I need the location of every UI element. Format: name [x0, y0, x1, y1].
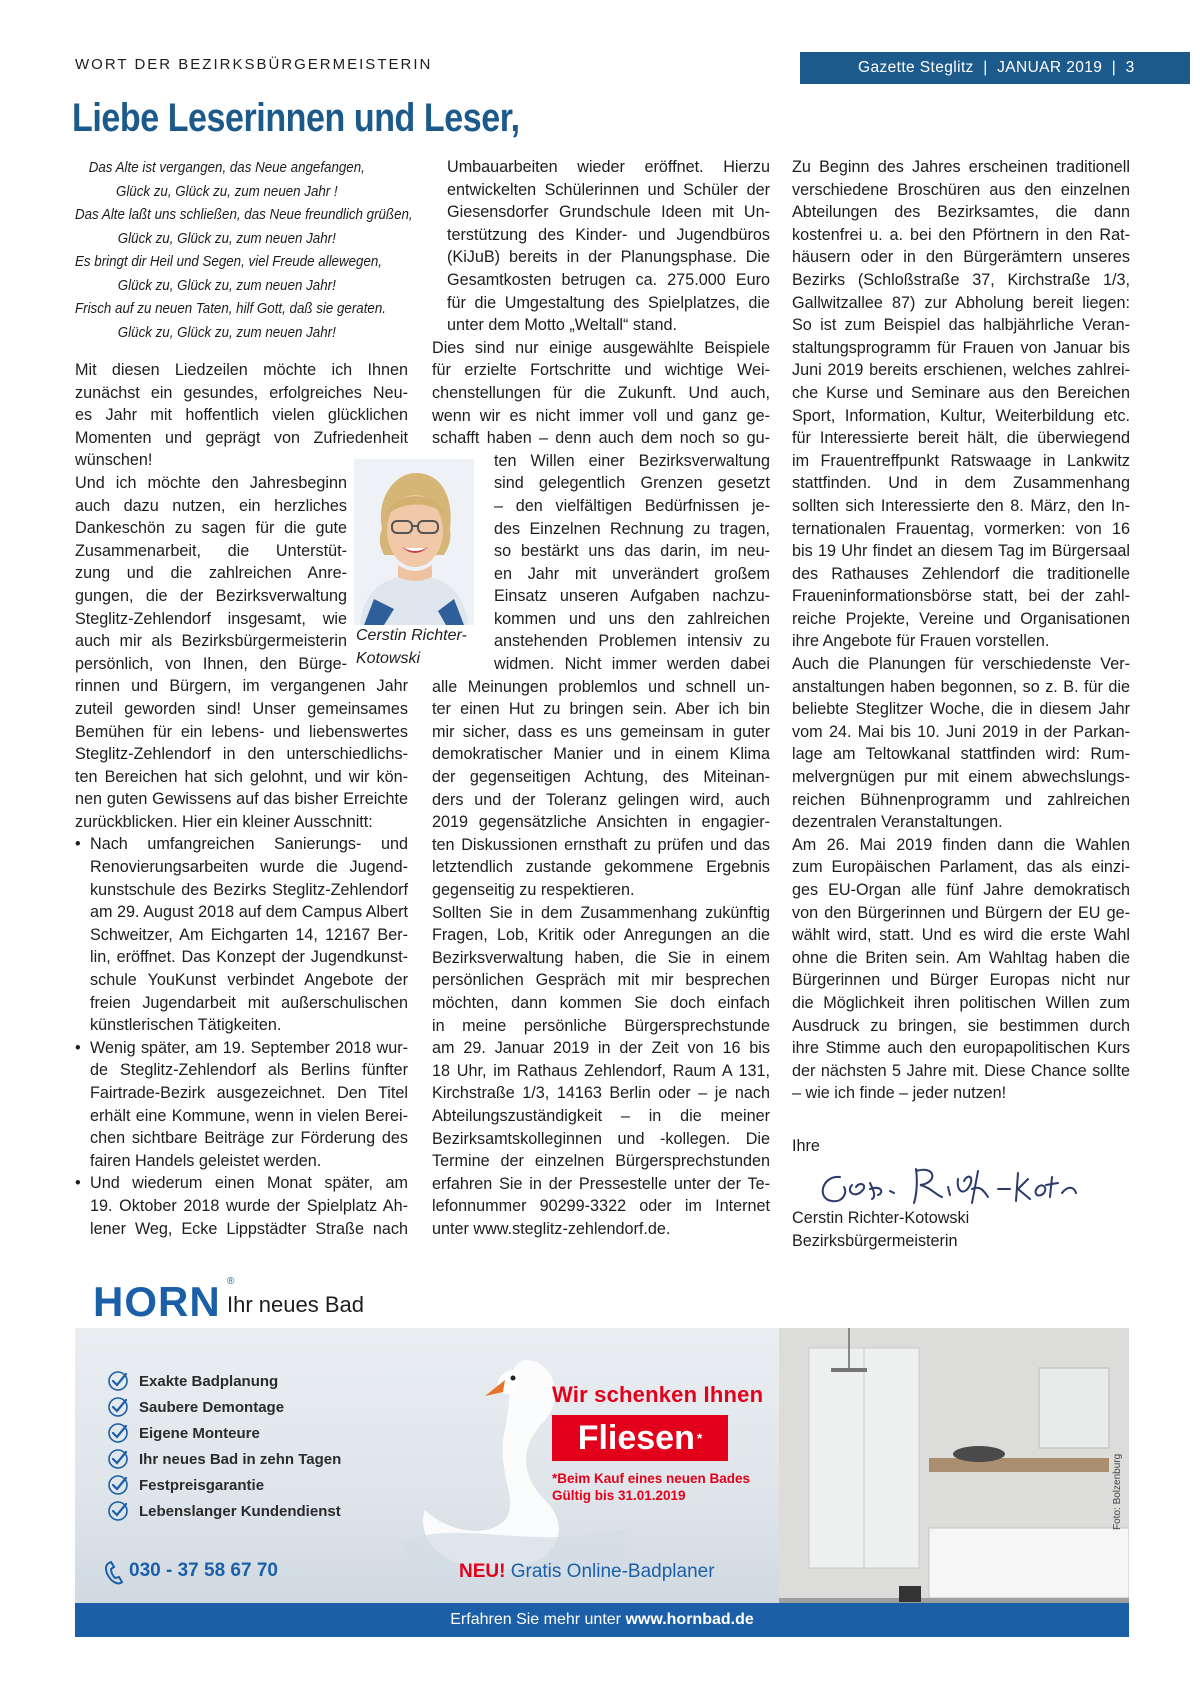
text-line: Fraueninformationsbörse statt, bei der zahl- — [792, 587, 1130, 606]
text-line: ten Diskussionen ernsthaft zu prüfen und das — [432, 835, 770, 854]
article-column-2 — [432, 156, 770, 1241]
text-line: kommen und uns den zahlreichen — [494, 609, 770, 628]
text-line: Umbauarbeiten wieder eröffnet. Hierzu — [447, 158, 770, 176]
text-line: Dankeschön zu sagen für die gute — [75, 519, 347, 538]
text-line: am 29. August 2018 auf dem Campus Albert — [90, 903, 408, 922]
new-label: NEU! — [459, 1561, 506, 1582]
photo-credit: Foto: Bolzenburg — [1112, 1453, 1123, 1530]
feature-label: Lebenslanger Kundendienst — [139, 1502, 341, 1520]
feature-label: Festpreisgarantie — [139, 1476, 265, 1494]
text-line: zung und die zahlreichen Anre- — [75, 564, 347, 583]
section-title: WORT DER BEZIRKSBÜRGERMEISTERIN — [75, 56, 433, 73]
text-line: Steglitz-Zehlendorf insgesamt, wie — [75, 609, 347, 628]
text-line: die Möglichkeit ihren politischen Willen zum — [792, 993, 1130, 1012]
text-line: Momenten und geprägt von Zufriedenheit — [75, 428, 408, 447]
text-line: Fairtrade-Bezirk ausgezeichnet. Den Titel — [90, 1084, 408, 1102]
text-line: en Jahr mit unverändert großem — [494, 564, 770, 583]
feature-list — [107, 1368, 341, 1524]
text-line: fairen Handels geleistet werden. — [90, 1151, 322, 1170]
signatory — [792, 1207, 969, 1252]
bullet-line: • Und wiederum einen Monat später, am — [75, 1172, 408, 1195]
text-line: unter dem Motto „Weltall“ stand. — [447, 316, 678, 335]
text-line: des Einzelnen Rechnung zu tragen, — [494, 519, 770, 538]
text-line: wünschen! — [75, 451, 153, 470]
text-line: de Steglitz-Zehlendorf als Berlins fünfter — [90, 1061, 408, 1080]
text-line: erfahren Sie in der Pressestelle unter der Te- — [432, 1174, 770, 1193]
text-line: Dies sind nur einige ausgewählte Beispiele — [432, 338, 770, 357]
feature-item — [107, 1498, 341, 1524]
text-line: Bezirksamtskolleginnen und -kollegen. Die — [432, 1129, 770, 1148]
text-line: kostenfrei u. a. bei den Pförtnern in den Rat- — [792, 225, 1130, 244]
offer-badge — [552, 1415, 728, 1461]
issue-banner — [800, 52, 1190, 84]
poem-line: Glück zu, Glück zu, zum neuen Jahr ! — [115, 183, 338, 200]
text-line: Juni 2019 bereits erschienen, welches zahlrei- — [792, 361, 1130, 380]
checkmark-icon — [107, 1448, 129, 1470]
offer-note-line: Gültig bis 31.01.2019 — [552, 1488, 686, 1503]
separator: | — [983, 59, 988, 76]
text-line: 18 Uhr, im Rathaus Zehlendorf, Raum A 131, — [432, 1061, 770, 1080]
text-line: am 29. Januar 2019 in der Zeit von 16 bis — [432, 1039, 770, 1058]
text-line: alle Meinungen problemlos und schnell un- — [432, 677, 770, 696]
text-line: Bezirksverwaltung haben, die Sie in einem — [432, 948, 770, 967]
text-line: vom 24. Mai bis 10. Juni 2019 in der Parkan- — [792, 722, 1130, 741]
caption-line: Kotowski — [356, 649, 421, 667]
text-line: mir sicher, dass es uns gemeinsam in guter — [432, 722, 770, 741]
text-line: (KiJuB) bereits in der Planungsphase. Die — [447, 248, 770, 267]
text-line: verschiedene Broschüren aus den einzelnen — [792, 180, 1130, 199]
issue-date: JANUAR 2019 — [997, 59, 1103, 76]
text-line: letztendlich zustande gekommene Ergebnis — [432, 858, 770, 877]
text-line: persönlichen Gespräch mit mir besprechen — [432, 971, 770, 990]
horn-logo: HORN — [93, 1278, 221, 1325]
text-line: häusern oder in den Bürgerämtern unseres — [792, 248, 1130, 267]
text-line: der nächsten 5 Jahre mit. Diese Chance sollte — [792, 1061, 1130, 1080]
text-line: gegenseitig zu respektieren. — [432, 881, 635, 899]
text-line: terstützung des Kinder- und Jugendbüros — [447, 225, 770, 244]
poem-line: Glück zu, Glück zu, zum neuen Jahr! — [117, 324, 336, 341]
text-line: Schweitzer, Am Eichgarten 14, 12167 Ber- — [90, 925, 408, 944]
text-line: demokratischer Manier und in einem Klima — [432, 745, 770, 764]
offer-note-line: *Beim Kauf eines neuen Bades — [552, 1471, 751, 1486]
checkmark-icon — [107, 1500, 129, 1522]
text-line: lefonnummer 90299-3322 oder im Internet — [432, 1197, 770, 1216]
feature-item — [107, 1420, 341, 1446]
feature-label: Saubere Demontage — [139, 1398, 285, 1416]
text-line: künstlerischen Tätigkeiten. — [90, 1016, 282, 1035]
text-line: chen sichtbare Beiträge zur Förderung des — [90, 1129, 408, 1148]
phone-number[interactable]: 030 - 37 58 67 70 — [129, 1560, 278, 1581]
poem-line: Glück zu, Glück zu, zum neuen Jahr! — [117, 230, 336, 247]
poem-line: Das Alte laßt uns schließen, das Neue freundlich grüßen, — [75, 207, 413, 223]
text-line: für Interessierte bereit hält, die überwiegend — [792, 429, 1130, 448]
text-line: sind gelegentlich Grenzen gesetzt — [494, 474, 770, 493]
text-line: Mit diesen Liedzeilen möchte ich Ihnen — [75, 361, 408, 379]
text-line: melvergnügen pur mit einem abwechslungs- — [792, 768, 1130, 787]
text-line: für die Umgestaltung des Spielplatzes, die — [447, 293, 770, 312]
text-line: Renovierungsarbeiten wurde die Jugend- — [90, 858, 408, 877]
ad-tagline: Ihr neues Bad — [227, 1292, 364, 1317]
offer-heading: Wir schenken Ihnen — [552, 1382, 764, 1407]
text-line: Fragen, Lob, Kritik oder Anregungen an die — [432, 926, 770, 945]
offer-note — [552, 1470, 750, 1504]
text-line: zurückblicken. Hier ein kleiner Ausschnitt: — [75, 812, 373, 831]
text-line: Zusammenarbeit, die Unterstüt- — [75, 541, 347, 560]
text-line: Bürgerinnen und Bürger Europas nicht nur — [792, 971, 1130, 990]
text-line: unter www.steglitz-zehlendorf.de. — [432, 1219, 671, 1238]
text-line: che Kurse und Seminare aus den Bereichen — [792, 383, 1130, 402]
footer-url[interactable]: www.hornbad.de — [625, 1611, 754, 1628]
text-line: Abteilungszuständigkeit – in die meiner — [432, 1106, 770, 1125]
text-line: im Frauentreffpunkt Ratswaage in Lankwitz — [792, 451, 1130, 470]
feature-label: Eigene Monteure — [139, 1424, 260, 1442]
offer-asterisk: * — [696, 1430, 703, 1446]
text-line: lin, eröffnet. Das Konzept der Jugendkunst- — [90, 948, 408, 967]
text-line: kunstschule des Bezirks Steglitz-Zehlendorf — [90, 880, 408, 899]
text-line: Sollten Sie in dem Zusammenhang zukünftig — [432, 903, 770, 922]
handwritten-signature — [812, 1163, 1077, 1213]
text-line: ten Willen einer Bezirksverwaltung — [494, 451, 770, 470]
text-line: ternationalen Frauentag, vormerken: von 16 — [792, 519, 1130, 538]
text-line: Ausdruck zu bringen, sie bestimmen durch — [792, 1016, 1130, 1035]
text-line: rinnen und Bürgern, im vergangenen Jahr — [75, 677, 408, 696]
poem-line: Es bringt dir Heil und Segen, viel Freude allewegen, — [75, 254, 383, 270]
text-line: Einsatz unseren Aufgaben nachzu- — [494, 587, 770, 606]
text-line: möchten, dann kommen Sie doch einfach — [432, 993, 770, 1012]
text-line: zuteil geworden sind! Unser gemeinsames — [75, 699, 408, 718]
text-line: ihre Angebote für Frauen vorstellen. — [792, 632, 1050, 651]
text-line: Gallwitzallee 87) zur Abholung bereit liegen: — [792, 293, 1130, 312]
ad-footer[interactable] — [75, 1603, 1129, 1637]
text-line: Bemühen für ein lebens- und liebenswertes — [75, 722, 408, 741]
text-line: wenn wir es nicht immer voll und ganz ge- — [432, 406, 770, 425]
page-number: 3 — [1125, 59, 1135, 76]
text-line: schafft haben – denn auch dem noch so gu- — [432, 429, 770, 448]
text-line: freien Jugendarbeit mit außerschulischen — [90, 993, 408, 1012]
text-line: – den vielfältigen Bedürfnissen je- — [494, 496, 770, 515]
new-text: Gratis Online-Badplaner — [510, 1561, 715, 1582]
text-line: ges EU-Organ alle fünf Jahre demokratisch — [792, 881, 1130, 899]
text-line: Und ich möchte den Jahresbeginn — [75, 473, 347, 492]
poem-line: Frisch auf zu neuen Taten, hilf Gott, daß sie geraten. — [75, 301, 386, 317]
text-line: Kirchstraße 1/3, 14163 Berlin oder – je nach — [432, 1084, 770, 1103]
closing-greeting: Ihre — [792, 1137, 820, 1155]
text-line: für erzielte Fortschritte und wichtige Wei- — [432, 361, 770, 380]
registered-mark: ® — [227, 1276, 235, 1287]
bathroom-photo — [779, 1328, 1129, 1637]
checkmark-icon — [107, 1370, 129, 1392]
checkmark-icon — [107, 1474, 129, 1496]
text-line: sollten sich Interessierte den 8. März, den In- — [792, 496, 1130, 515]
footer-text: Erfahren Sie mehr unter — [450, 1611, 626, 1628]
separator: | — [1111, 59, 1117, 76]
text-line: es Jahr mit hoffentlich vielen glücklichen — [75, 406, 408, 425]
text-line: auch mir als Bezirksbürgermeisterin — [75, 632, 347, 651]
phone-icon — [103, 1561, 125, 1585]
text-line: entwickelten Schülerinnen und Schüler der — [447, 180, 770, 199]
feature-item — [107, 1446, 341, 1472]
checkmark-icon — [107, 1422, 129, 1444]
text-line: Steglitz-Zehlendorf in den unterschiedlichs- — [75, 745, 408, 764]
feature-label: Ihr neues Bad in zehn Tagen — [139, 1450, 342, 1468]
publication-name: Gazette Steglitz — [858, 59, 974, 76]
text-line: stattfinden. Und in dem Zusammenhang — [792, 474, 1130, 493]
article-column-3 — [792, 156, 1130, 1105]
text-line: so bestärkt uns das darin, im neu- — [494, 542, 770, 561]
text-line: So ist zum Beispiel das halbjährliche Veran- — [792, 316, 1130, 335]
caption-line: Cerstin Richter- — [356, 627, 467, 644]
online-planner-link[interactable] — [459, 1561, 715, 1583]
text-line: Sport, Information, Kultur, Weiterbildung etc. — [792, 406, 1130, 425]
text-line: Termine der einzelnen Bürgersprechstunden — [432, 1152, 770, 1171]
text-line: ihre Stimme auch den europapolitischen Kurs — [792, 1039, 1130, 1058]
text-line: beliebte Steglitzer Woche, die in diesem Jahr — [792, 700, 1130, 719]
text-line: auch dazu nutzen, ein herzliches — [75, 496, 347, 515]
text-line: lage am Teltowkanal stattfinden wird: Rum- — [792, 745, 1130, 764]
text-line: 2019 gegensätzliche Ansichten in engagier- — [432, 813, 770, 832]
feature-label: Exakte Badplanung — [139, 1372, 279, 1390]
headline: Liebe Leserinnen und Leser, — [72, 96, 520, 140]
poem-line: Das Alte ist vergangen, das Neue angefangen, — [88, 160, 365, 176]
text-line: ders und der Toleranz gelingen wird, auch — [432, 790, 770, 809]
text-line: Bezirks (Schloßstraße 37, Kirchstraße 1/3, — [792, 270, 1130, 289]
text-line: wählt wird, statt. Und es wird die erste Wahl — [792, 926, 1130, 945]
text-line: ohne die Briten sein. Am Wahltag haben die — [792, 948, 1130, 967]
text-line: ten Bereichen hat sich gelohnt, und wir kön- — [75, 767, 408, 786]
poem — [75, 157, 413, 345]
text-line: widmen. Nicht immer werden dabei — [494, 655, 770, 674]
text-line: von den Bürgerinnen und Bürgern der EU ge- — [792, 903, 1130, 922]
text-line: der gegenseitigen Achtung, des Miteinan- — [432, 768, 770, 787]
text-line: staltungsprogramm für Frauen von Januar bis — [792, 338, 1130, 357]
feature-item — [107, 1368, 341, 1394]
feature-item — [107, 1472, 341, 1498]
text-line: in meine persönliche Bürgersprechstunde — [432, 1016, 770, 1035]
text-line: reiche Projekte, Vereine und Organisationen — [792, 609, 1130, 628]
text-line: – wie ich finde – jeder nutzen! — [792, 1084, 1007, 1103]
signatory-name: Cerstin Richter-Kotowski — [792, 1209, 970, 1227]
poem-line: Glück zu, Glück zu, zum neuen Jahr! — [117, 277, 336, 294]
text-line: Am 26. Mai 2019 finden dann die Wahlen — [792, 835, 1130, 854]
text-line: erhält eine Kommune, wenn in vielen Berei- — [90, 1106, 408, 1125]
horn-advertisement[interactable] — [75, 1270, 1129, 1637]
bullet-line: • Nach umfangreichen Sanierungs- und — [75, 833, 408, 856]
text-line: anstaltungen haben begonnen, so z. B. für die — [792, 677, 1130, 696]
text-line: Auch die Planungen für verschiedenste Ver- — [792, 655, 1130, 674]
text-line: reichen Bühnenprogramm und zahlreichen — [792, 790, 1130, 809]
text-line: chenstellungen für die Zukunft. Und auch, — [432, 383, 770, 402]
feature-item — [107, 1394, 341, 1420]
text-line: des Rathauses Zehlendorf die traditionelle — [792, 564, 1130, 583]
text-line: zunächst ein gesundes, erfolgreiches Neu- — [75, 383, 408, 402]
signatory-title: Bezirksbürgermeisterin — [792, 1231, 958, 1250]
text-line: Giesensdorfer Grundschule Ideen mit Un- — [447, 203, 770, 222]
text-line: bis 19 Uhr findet an diesem Tag im Bürgersaal — [792, 542, 1130, 561]
offer-product: Fliesen — [577, 1418, 695, 1457]
checkmark-icon — [107, 1396, 129, 1418]
text-line: persönlich, von Ihnen, den Bürge- — [75, 654, 347, 673]
text-line: dezentralen Veranstaltungen. — [792, 813, 1003, 832]
bullet-line: • Wenig später, am 19. September 2018 wur- — [75, 1037, 408, 1060]
text-line: Abteilungen des Bezirksamtes, die dann — [792, 203, 1130, 222]
text-line: gungen, die der Bezirksverwaltung — [75, 586, 347, 605]
text-line: 19. Oktober 2018 wurde der Spielplatz Ah- — [90, 1196, 408, 1215]
text-line: nen guten Gewissens auf das bisher Erreichte — [75, 790, 408, 809]
text-line: Gesamtkosten betrugen ca. 275.000 Euro — [447, 270, 770, 289]
text-line: lener Weg, Ecke Lippstädter Straße nach — [90, 1219, 408, 1238]
text-line: ter einen Hut zu bringen sein. Aber ich bin — [432, 700, 770, 719]
text-line: Zu Beginn des Jahres erscheinen traditionell — [792, 158, 1130, 176]
text-line: schule YouKunst verbindet Angebote der — [90, 971, 408, 990]
text-line: zum Europäischen Parlament, das als einzi- — [792, 858, 1130, 877]
text-line: anstehenden Problemen intensiv zu — [494, 632, 770, 651]
